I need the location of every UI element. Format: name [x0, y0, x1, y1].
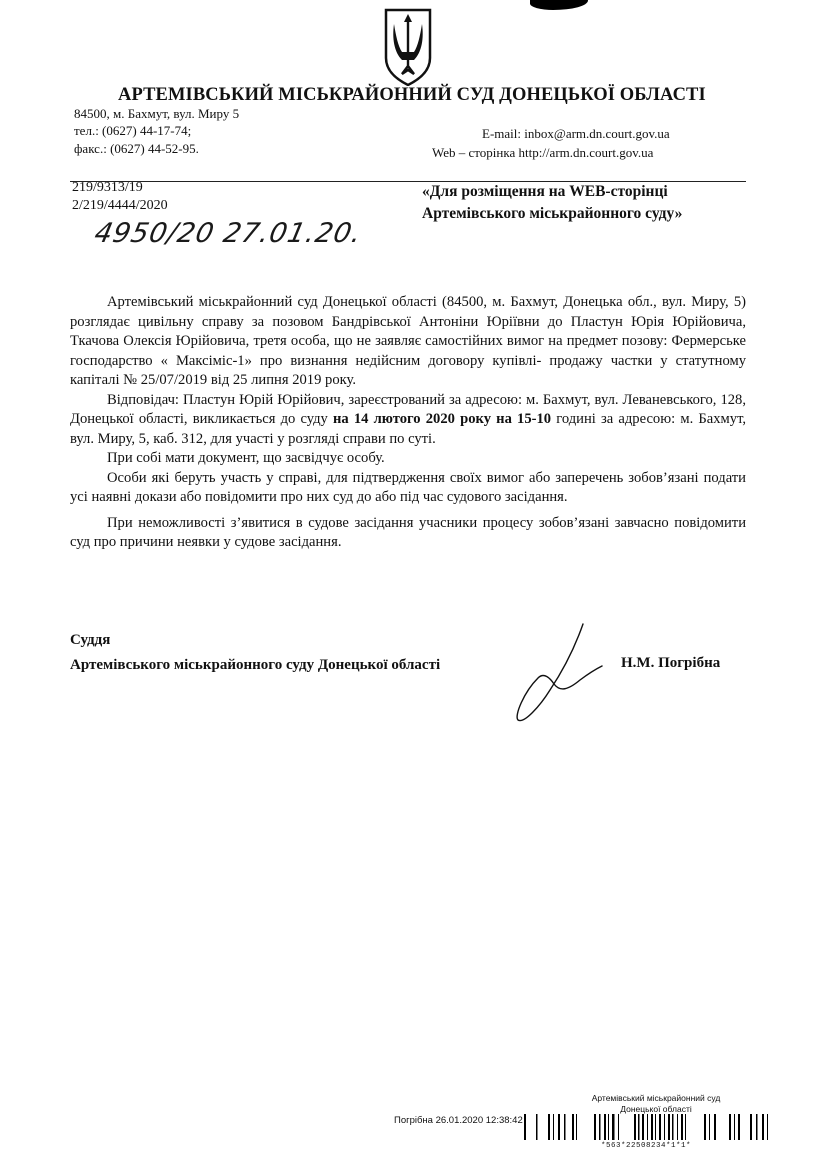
- court-email: E-mail: inbox@arm.dn.court.gov.ua: [482, 126, 670, 141]
- case-number: 219/9313/19: [72, 180, 143, 195]
- publication-note-line1: «Для розміщення на WEB-сторінці: [422, 183, 668, 200]
- paragraph-case-description: Артемівський міськрайонний суд Донецької області (84500, м. Бахмут, Донецька обл., вул. Миру, 5) розглядає цивільну справу за позовом Бандрівської Антоніни Юріївни до Пластун Юрія Юрійовича, Ткачова Олексія Юрійовича, третя особа, що не заявляє самостійних вимог на предмет позову: Фермерське господарство « Максіміс-1» про визнання недійсним договору купівлі- продажу частки у статутному капіталі № 25/07/2019 від 25 липня 2019 року.: [70, 294, 746, 388]
- footer-court-line2: Донецької області: [620, 1104, 692, 1114]
- electronic-signature-stamp: Погрібна 26.01.2020 12:38:42: [394, 1115, 523, 1126]
- paragraph-absence: При неможливості з’явитися в судове засідання учасники процесу зобов’язані завчасно повідомити суд про причини неявки у судове засідання.: [70, 514, 746, 550]
- publication-note: [422, 181, 682, 225]
- paragraph-document: При собі мати документ, що засвідчує особу.: [107, 450, 385, 466]
- scan-artifact: [530, 0, 588, 10]
- summons-text-end: годині за адресою: м. Бахмут, вул. Миру, 5, каб. 312, для участі у розгляді справи по суті.: [70, 411, 746, 447]
- court-name: АРТЕМІВСЬКИЙ МІСЬКРАЙОННИЙ СУД ДОНЕЦЬКОЇ ОБЛАСТІ: [118, 85, 706, 105]
- coat-of-arms-icon: [382, 8, 434, 86]
- barcode: [524, 1112, 770, 1142]
- handwritten-registration-note: 4950/20 27.01.20.: [91, 218, 365, 249]
- barcode-number: *563*22508234*1*1*: [601, 1142, 692, 1150]
- court-website: Web – сторінка http://arm.dn.court.gov.ua: [432, 145, 654, 160]
- hearing-date-time: на 14 лютого 2020 року на 15-10: [333, 411, 552, 427]
- court-phone: тел.: (0627) 44-17-74;: [74, 123, 192, 138]
- signature-court: Артемівського міськрайонного суду Донецької області: [70, 657, 441, 673]
- judge-name: Н.М. Погрібна: [621, 655, 721, 671]
- signature-block: [70, 628, 440, 678]
- notice-body: [70, 293, 746, 553]
- handwritten-signature: [510, 620, 620, 730]
- publication-note-line2: Артемівського міськрайонного суду»: [422, 205, 683, 222]
- paragraph-summons: [70, 391, 746, 450]
- outgoing-number: 2/219/4444/2020: [72, 198, 168, 213]
- signature-role: Суддя: [70, 632, 111, 648]
- court-fax: факс.: (0627) 44-52-95.: [74, 141, 199, 156]
- court-address: 84500, м. Бахмут, вул. Миру 5: [74, 106, 240, 121]
- paragraph-evidence: Особи які беруть участь у справі, для підтвердження своїх вимог або заперечень зобов’язані подати усі наявні докази або повідомити про них суд до або під час судового засідання.: [70, 469, 746, 505]
- footer-court-line1: Артемівський міськрайонний суд: [591, 1093, 721, 1103]
- summons-text-start: Відповідач: Пластун Юрій Юрійович, зареєстрований за адресою: м. Бахмут, вул. Леваневського, 128, Донецької області, викликається до суду: [70, 391, 746, 427]
